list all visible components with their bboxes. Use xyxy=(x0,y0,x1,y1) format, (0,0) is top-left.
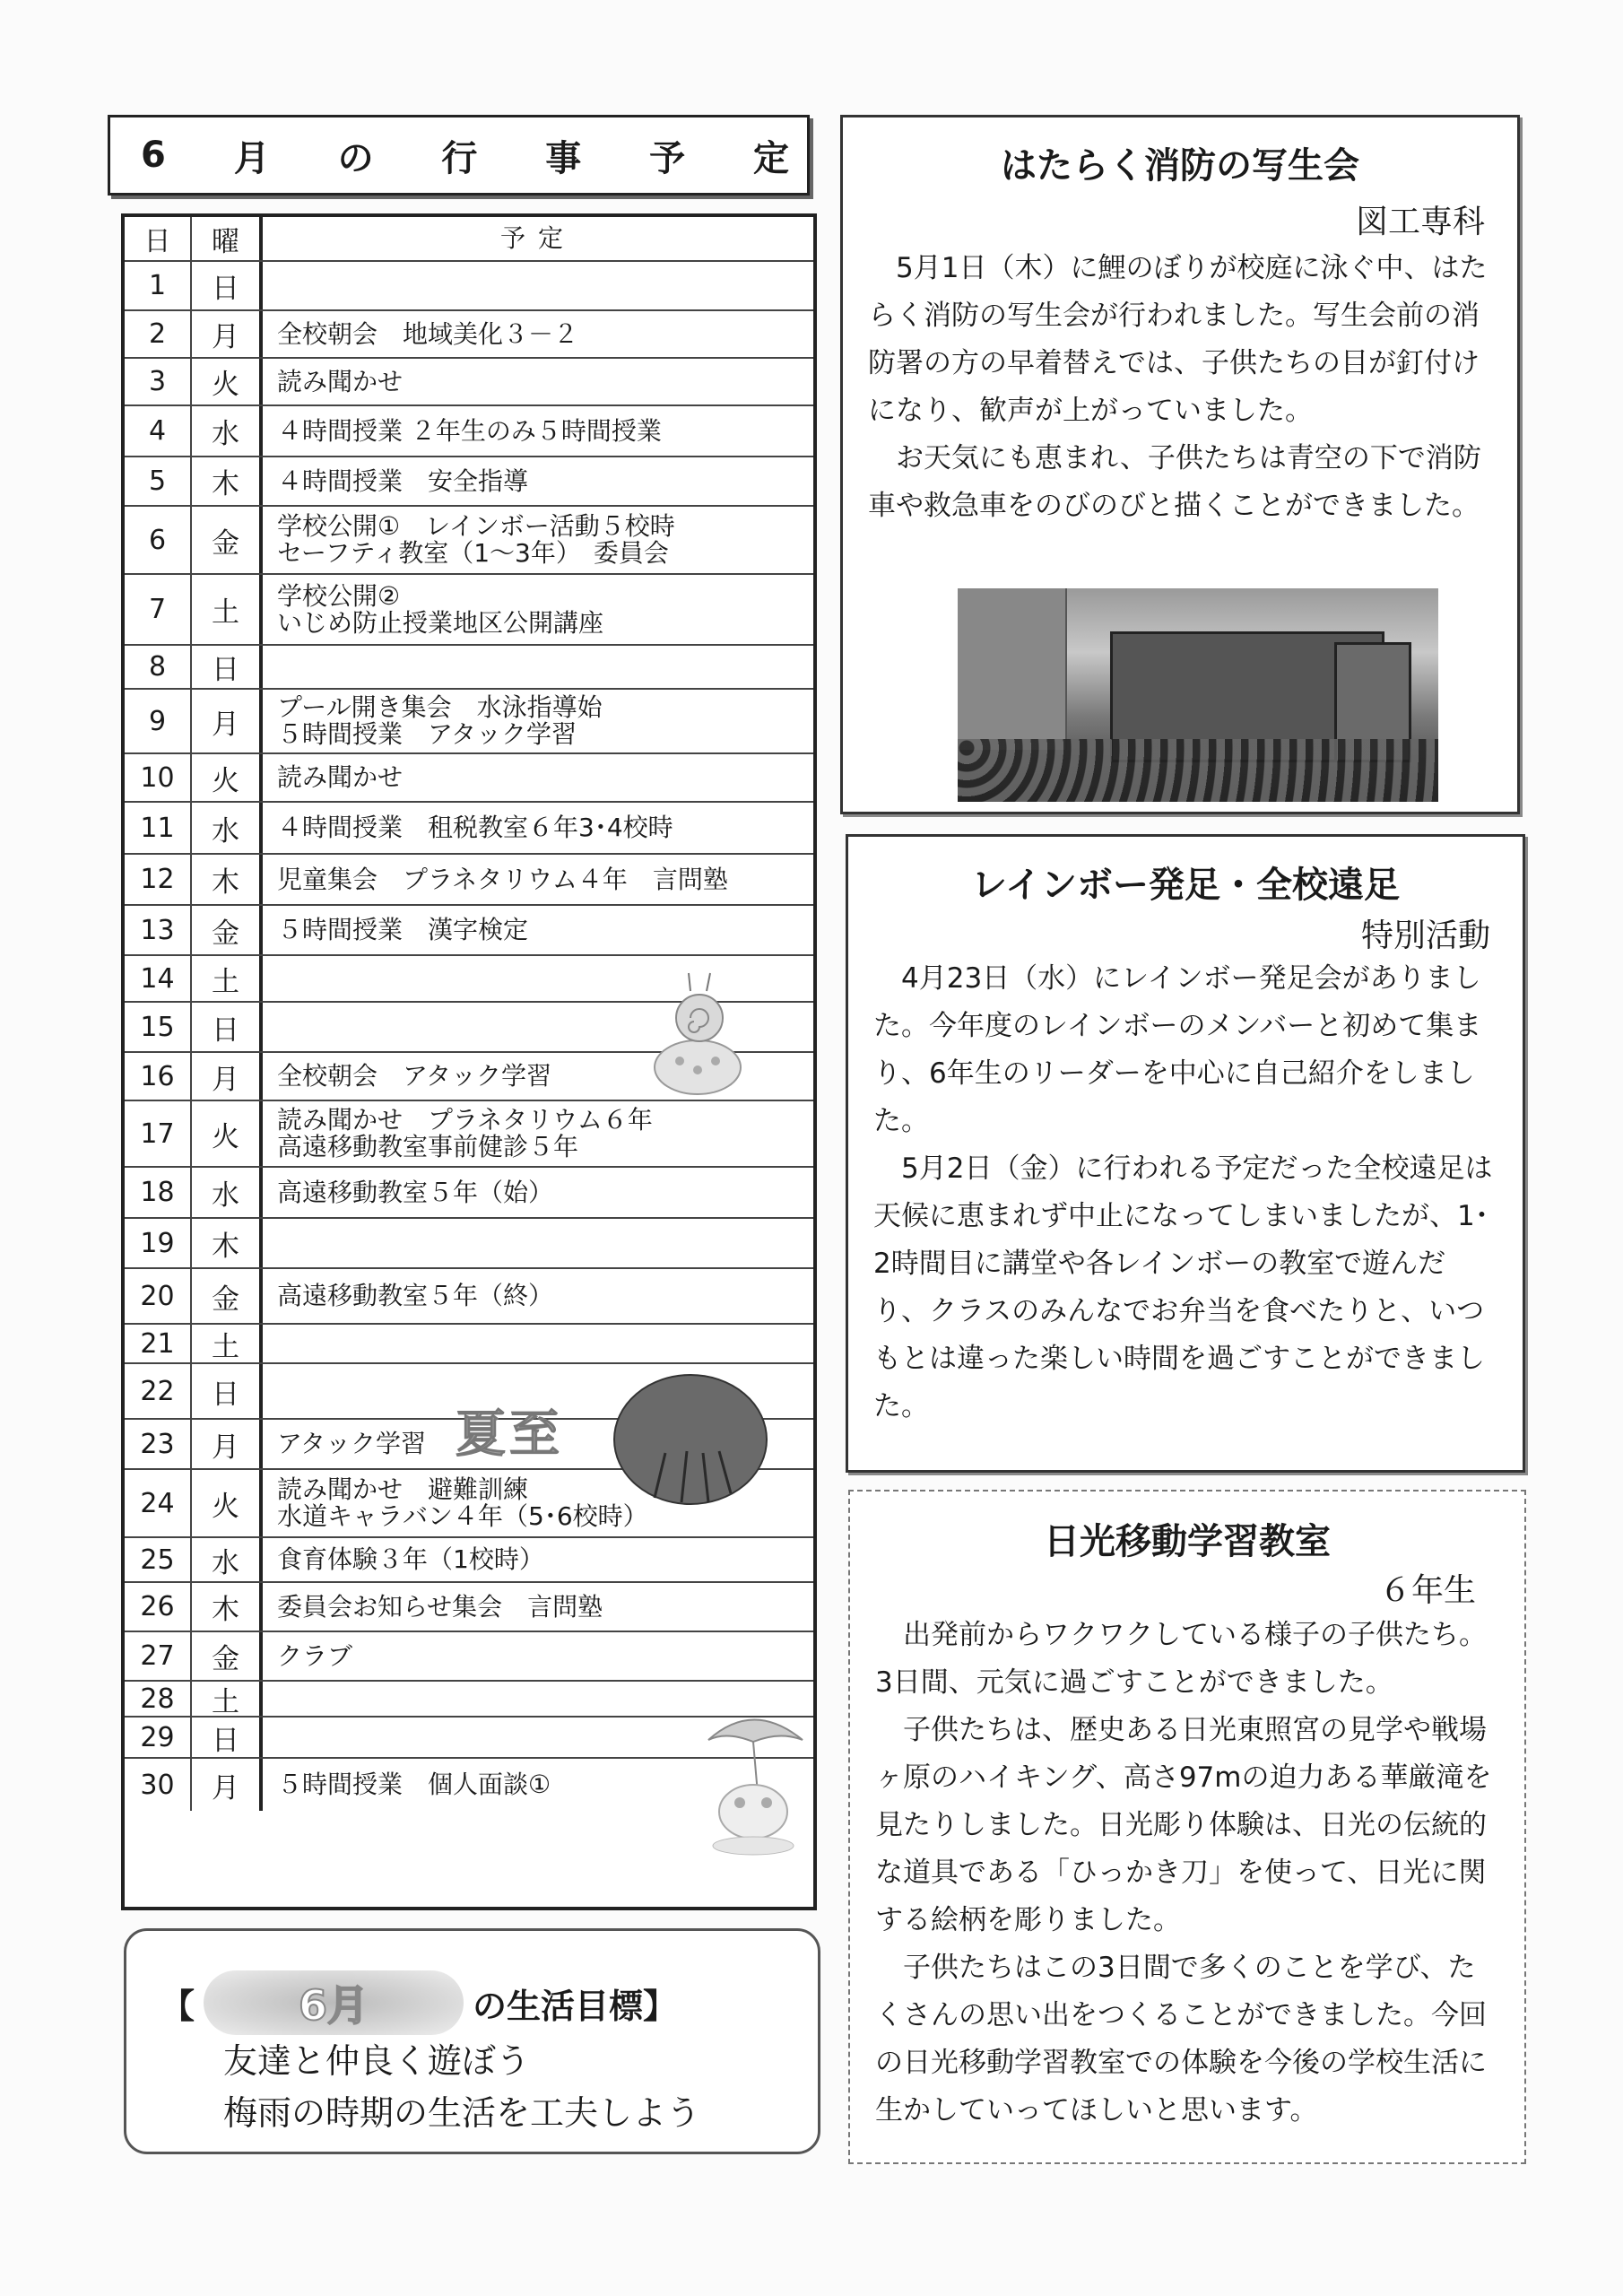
schedule-event-line: 読み聞かせ xyxy=(277,366,404,396)
article-subtitle: 図工専科 xyxy=(1355,204,1485,240)
schedule-weekday: 月 xyxy=(192,311,263,357)
schedule-title-char: 月 xyxy=(233,137,270,179)
schedule-weekday: 日 xyxy=(192,1003,263,1051)
schedule-day: 17 xyxy=(125,1101,192,1166)
solstice-label: 夏至 xyxy=(456,1405,563,1464)
article-body xyxy=(875,1612,1501,2135)
article-paragraph: 子供たちはこの3日間で多くのことを学び、たくさんの思い出をつくることができました。今回の日光移動学習教室での体験を今後の学校生活に生かしていってほしいと思います。 xyxy=(875,1952,1487,2126)
schedule-day: 9 xyxy=(125,690,192,752)
schedule-day: 6 xyxy=(125,507,192,573)
schedule-day: 3 xyxy=(125,359,192,404)
schedule-event xyxy=(263,803,813,853)
schedule-row xyxy=(125,646,813,690)
schedule-event-line: 学校公開② xyxy=(277,580,401,611)
schedule-event-line: 全校朝会 アタック学習 xyxy=(277,1061,552,1091)
header-day: 日 xyxy=(125,217,192,260)
schedule-day: 7 xyxy=(125,575,192,644)
schedule-day: 27 xyxy=(125,1632,192,1680)
schedule-event-line: ５時間授業 漢字検定 xyxy=(277,915,529,944)
schedule-row xyxy=(125,507,813,575)
schedule-event xyxy=(263,406,813,456)
article-paragraph: 子供たちは、歴史ある日光東照宮の見学や戦場ヶ原のハイキング、高さ97mの迫力ある華厳滝を見たりしました。日光彫り体験は、日光の伝統的な道具である「ひっかき刀」を使って、日光に関する絵柄を彫りました。 xyxy=(875,1714,1492,1936)
schedule-event-line: 全校朝会 地域美化３－２ xyxy=(277,318,579,349)
schedule-event-line: ４時間授業 安全指導 xyxy=(277,465,529,496)
schedule-event-line: クラブ xyxy=(277,1640,353,1671)
schedule-event xyxy=(263,855,813,904)
photo-children-crowd xyxy=(958,739,1438,802)
schedule-title-char: 事 xyxy=(545,137,582,179)
schedule-row xyxy=(125,262,813,311)
article-title: 日光移動学習教室 xyxy=(1044,1521,1331,1562)
schedule-event-line: 児童集会 プラネタリウム４年 言問塾 xyxy=(277,864,728,894)
schedule-weekday: 水 xyxy=(192,803,263,853)
article-subtitle: ６年生 xyxy=(1378,1572,1476,1609)
schedule-row xyxy=(125,906,813,956)
article-paragraph: お天気にも恵まれ、子供たちは青空の下で消防車や救急車をのびのびと描くことができました。 xyxy=(868,442,1481,522)
schedule-weekday: 水 xyxy=(192,1538,263,1581)
schedule-weekday: 木 xyxy=(192,457,263,505)
schedule-day: 13 xyxy=(125,906,192,954)
goal-line-2: 梅雨の時期の生活を工夫しよう xyxy=(223,2093,701,2133)
schedule-weekday: 火 xyxy=(192,1470,263,1536)
schedule-row xyxy=(125,1632,813,1682)
schedule-row xyxy=(125,359,813,406)
schedule-row xyxy=(125,575,813,646)
article-paragraph: 5月2日（金）に行われる予定だった全校遠足は天候に恵まれず中止になってしまいましたが、1･2時間目に講堂や各レインボーの教室で遊んだり、クラスのみんなでお弁当を食べたりと、いつもとは違った楽しい時間を過ごすことができました。 xyxy=(873,1152,1493,1422)
schedule-event-line: いじめ防止授業地区公開講座 xyxy=(277,607,604,638)
goal-line-1: 友達と仲良く遊ぼう xyxy=(223,2041,531,2081)
schedule-weekday: 水 xyxy=(192,406,263,456)
schedule-event xyxy=(263,1583,813,1631)
article-title: レインボー発足・全校遠足 xyxy=(971,865,1400,906)
schedule-event xyxy=(263,690,813,752)
schedule-row xyxy=(125,1219,813,1269)
schedule-title-char: 定 xyxy=(753,137,789,179)
header-event: 予定 xyxy=(499,223,576,253)
schedule-event xyxy=(263,507,813,573)
rainbow-excursion-article xyxy=(846,834,1525,1473)
monthly-goal-heading xyxy=(161,1970,677,2035)
schedule-weekday: 月 xyxy=(192,1759,263,1811)
schedule-day: 21 xyxy=(125,1325,192,1362)
schedule-event-line: 委員会お知らせ集会 言問塾 xyxy=(277,1591,603,1622)
schedule-title-char: 6 xyxy=(141,135,166,176)
schedule-day: 8 xyxy=(125,646,192,688)
schedule-weekday: 月 xyxy=(192,690,263,752)
schedule-event xyxy=(263,1269,813,1323)
schedule-row xyxy=(125,1168,813,1219)
schedule-day: 12 xyxy=(125,855,192,904)
snail-illustration xyxy=(644,955,751,1099)
schedule-event-line: ５時間授業 アタック学習 xyxy=(277,719,577,749)
fire-sketch-article xyxy=(840,115,1520,814)
fire-truck-photo xyxy=(958,588,1438,802)
schedule-weekday: 金 xyxy=(192,507,263,573)
schedule-weekday: 金 xyxy=(192,1269,263,1323)
schedule-event-line: ５時間授業 個人面談① xyxy=(277,1770,551,1799)
schedule-weekday: 土 xyxy=(192,1325,263,1362)
schedule-event-line: 読み聞かせ 避難訓練 xyxy=(277,1474,529,1504)
article-body xyxy=(868,245,1494,530)
schedule-weekday: 土 xyxy=(192,575,263,644)
schedule-weekday: 火 xyxy=(192,1101,263,1166)
schedule-event-line: 読み聞かせ xyxy=(277,762,404,792)
month-emblem-icon xyxy=(204,1970,464,2035)
schedule-weekday: 金 xyxy=(192,1632,263,1680)
article-body xyxy=(873,955,1499,1431)
article-paragraph: 出発前からワクワクしている様子の子供たち。3日間、元気に過ごすことができました。 xyxy=(875,1619,1487,1699)
schedule-row xyxy=(125,457,813,507)
schedule-title-box xyxy=(108,115,810,196)
schedule-event xyxy=(263,1538,813,1581)
schedule-title-char: 行 xyxy=(441,137,478,179)
schedule-day: 16 xyxy=(125,1053,192,1100)
schedule-day: 29 xyxy=(125,1718,192,1757)
schedule-event xyxy=(263,1101,813,1166)
schedule-weekday: 日 xyxy=(192,1718,263,1757)
schedule-weekday: 木 xyxy=(192,1583,263,1631)
schedule-row xyxy=(125,1325,813,1364)
schedule-event-line: 高遠移動教室５年（始） xyxy=(277,1177,554,1207)
schedule-title-char: の xyxy=(337,137,374,179)
schedule-event xyxy=(263,457,813,505)
schedule-weekday: 日 xyxy=(192,1364,263,1418)
schedule-event-line: 高遠移動教室事前健診５年 xyxy=(277,1132,579,1161)
schedule-day: 4 xyxy=(125,406,192,456)
schedule-header-row xyxy=(125,217,813,262)
goal-heading-suffix: の生活目標】 xyxy=(473,1986,678,2026)
schedule-weekday: 日 xyxy=(192,646,263,688)
schedule-weekday: 土 xyxy=(192,1682,263,1716)
schedule-row xyxy=(125,855,813,906)
schedule-day: 2 xyxy=(125,311,192,357)
photo-building xyxy=(958,588,1067,750)
schedule-row xyxy=(125,1269,813,1325)
schedule-day: 24 xyxy=(125,1470,192,1536)
schedule-day: 18 xyxy=(125,1168,192,1217)
monthly-goal-box xyxy=(124,1928,820,2154)
schedule-day: 1 xyxy=(125,262,192,309)
schedule-event xyxy=(263,754,813,801)
schedule-event xyxy=(263,575,813,644)
schedule-weekday: 水 xyxy=(192,1168,263,1217)
schedule-day: 15 xyxy=(125,1003,192,1051)
schedule-event-line: プール開き集会 水泳指導始 xyxy=(277,692,603,722)
schedule-event xyxy=(263,1168,813,1217)
schedule-day: 5 xyxy=(125,457,192,505)
schedule-day: 28 xyxy=(125,1682,192,1716)
frog-umbrella-illustration xyxy=(690,1704,816,1857)
schedule-row xyxy=(125,311,813,359)
schedule-weekday: 月 xyxy=(192,1053,263,1100)
article-title: はたらく消防の写生会 xyxy=(1001,145,1359,187)
schedule-event-line: 読み聞かせ プラネタリウム６年 xyxy=(277,1105,653,1135)
schedule-event xyxy=(263,311,813,357)
article-paragraph: 5月1日（木）に鯉のぼりが校庭に泳ぐ中、はたらく消防の写生会が行われました。写生会前の消防署の方の早着替えでは、子供たちの目が釘付けになり、歓声が上がっていました。 xyxy=(868,252,1488,427)
schedule-event-line: 学校公開① レインボー活動５校時 xyxy=(277,511,675,541)
schedule-event-line: 高遠移動教室５年（終） xyxy=(277,1281,554,1310)
schedule-event xyxy=(263,262,813,309)
schedule-day: 11 xyxy=(125,803,192,853)
schedule-row xyxy=(125,754,813,803)
article-subtitle: 特別活動 xyxy=(1360,918,1490,954)
schedule-event xyxy=(263,906,813,954)
schedule-event-line: ４時間授業 ２年生のみ５時間授業 xyxy=(277,415,662,446)
article-paragraph: 4月23日（水）にレインボー発足会がありました。今年度のレインボーのメンバーと初めて集まり、6年生のリーダーを中心に自己紹介をしました。 xyxy=(873,962,1482,1137)
schedule-event xyxy=(263,1325,813,1362)
hydrangea-illustration xyxy=(610,1372,771,1507)
schedule-day: 14 xyxy=(125,956,192,1001)
schedule-event xyxy=(263,1219,813,1267)
schedule-title-char: 予 xyxy=(649,137,686,179)
schedule-event-line: ４時間授業 租税教室６年3･4校時 xyxy=(277,813,673,842)
schedule-row xyxy=(125,690,813,754)
schedule-day: 10 xyxy=(125,754,192,801)
schedule-row xyxy=(125,1538,813,1583)
schedule-weekday: 火 xyxy=(192,754,263,801)
schedule-row xyxy=(125,1101,813,1168)
nikko-trip-article xyxy=(848,1490,1526,2164)
schedule-row xyxy=(125,1583,813,1632)
goal-emblem-month: 6月 xyxy=(299,1981,369,2030)
schedule-weekday: 月 xyxy=(192,1420,263,1468)
schedule-event xyxy=(263,1632,813,1680)
schedule-day: 22 xyxy=(125,1364,192,1418)
schedule-row xyxy=(125,803,813,855)
schedule-day: 19 xyxy=(125,1219,192,1267)
schedule-row xyxy=(125,406,813,457)
schedule-event-line: 水道キャラバン４年（5･6校時） xyxy=(277,1501,648,1531)
schedule-weekday: 日 xyxy=(192,262,263,309)
schedule-event xyxy=(263,646,813,688)
schedule-day: 26 xyxy=(125,1583,192,1631)
schedule-event-line: セーフティ教室（1～3年） 委員会 xyxy=(277,538,669,568)
header-weekday: 曜 xyxy=(192,217,263,260)
schedule-weekday: 木 xyxy=(192,855,263,904)
schedule-weekday: 金 xyxy=(192,906,263,954)
schedule-weekday: 木 xyxy=(192,1219,263,1267)
schedule-title xyxy=(110,117,807,193)
schedule-day: 30 xyxy=(125,1759,192,1811)
schedule-event-line: 食育体験３年（1校時） xyxy=(277,1544,544,1574)
schedule-weekday: 火 xyxy=(192,359,263,404)
schedule-event-line: アタック学習 xyxy=(277,1429,427,1458)
schedule-day: 23 xyxy=(125,1420,192,1468)
schedule-day: 20 xyxy=(125,1269,192,1323)
goal-bracket-open: 【 xyxy=(161,1986,195,2026)
schedule-weekday: 土 xyxy=(192,956,263,1001)
schedule-day: 25 xyxy=(125,1538,192,1581)
schedule-event xyxy=(263,359,813,404)
